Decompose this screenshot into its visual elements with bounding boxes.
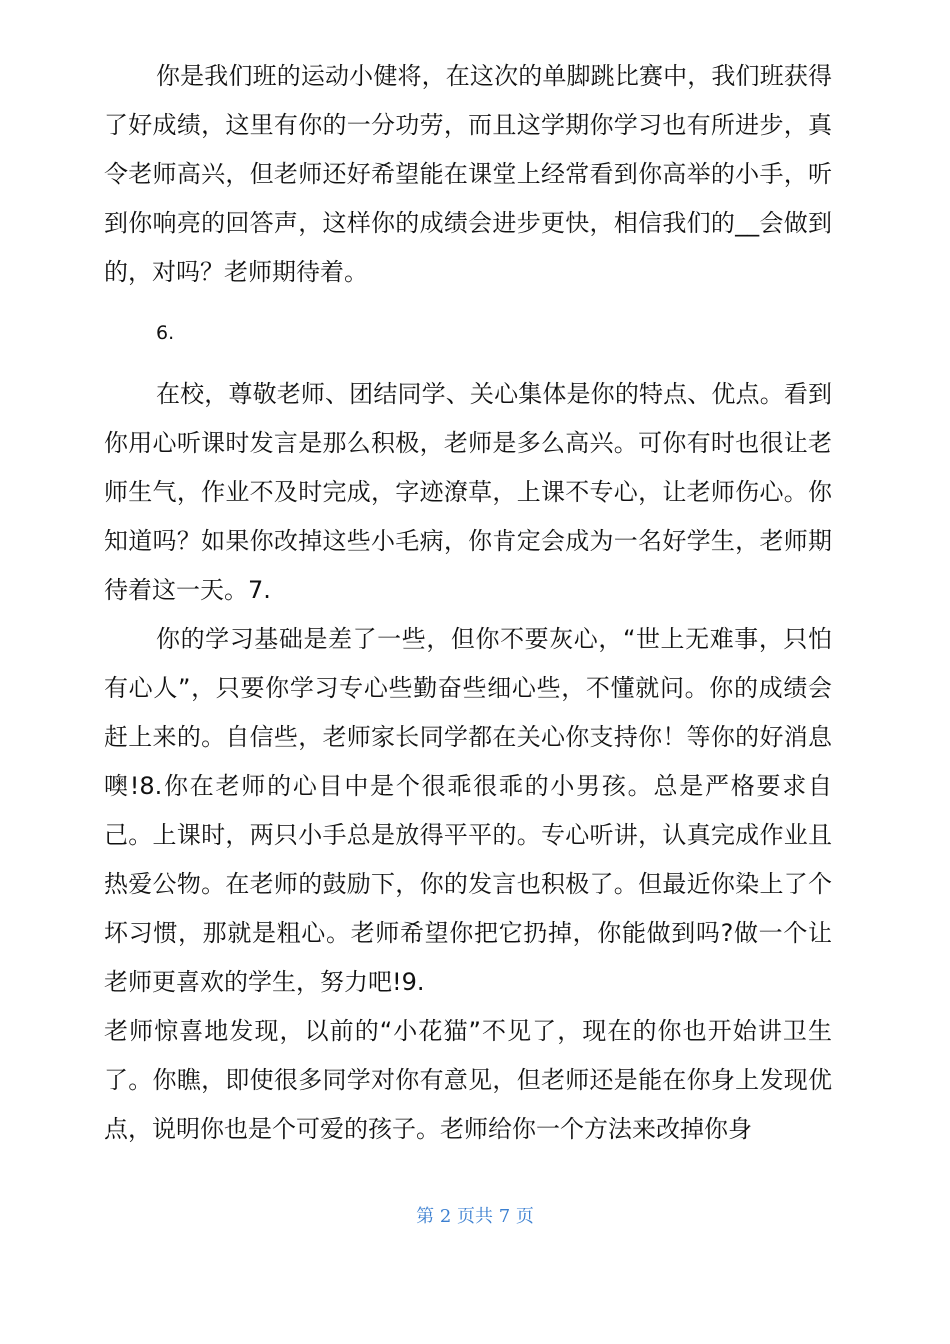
paragraph-4: 老师惊喜地发现，以前的“小花猫”不见了，现在的你也开始讲卫生了。你瞧，即使很多同学对你有意见，但老师还是能在你身上发现优点，说明你也是个可爱的孩子。老师给你一个方法来改掉你身	[104, 1017, 832, 1143]
paragraph-2: 在校，尊敬老师、团结同学、关心集体是你的特点、优点。看到你用心听课时发言是那么积极，老师是多么高兴。可你有时也很让老师生气，作业不及时完成，字迹潦草，上课不专心，让老师伤心。你知道吗？如果你改掉这些小毛病，你肯定会成为一名好学生，老师期待着这一天。7.	[104, 380, 832, 604]
page-number-label: 第 2 页共 7 页	[416, 1206, 534, 1227]
paragraph-3: 你的学习基础是差了一些，但你不要灰心，“世上无难事，只怕有心人”，只要你学习专心些勤奋些细心些，不懂就问。你的成绩会赶上来的。自信些，老师家长同学都在关心你支持你！等你的好消息噢!8.你在老师的心目中是个很乖很乖的小男孩。总是严格要求自己。上课时，两只小手总是放得平平的。专心听讲，认真完成作业且热爱公物。在老师的鼓励下，你的发言也积极了。但最近你染上了个坏习惯，那就是粗心。老师希望你把它扔掉，你能做到吗?做一个让老师更喜欢的学生，努力吧!9.	[104, 625, 832, 996]
document-body	[104, 52, 832, 1154]
item-number-6: 6.	[156, 322, 175, 344]
page-footer	[0, 1202, 950, 1228]
paragraph-1: 你是我们班的运动小健将，在这次的单脚跳比赛中，我们班获得了好成绩，这里有你的一分功劳，而且这学期你学习也有所进步，真令老师高兴，但老师还好希望能在课堂上经常看到你高举的小手，听到你响亮的回答声，这样你的成绩会进步更快，相信我们的__会做到的，对吗？老师期待着。	[104, 62, 832, 286]
